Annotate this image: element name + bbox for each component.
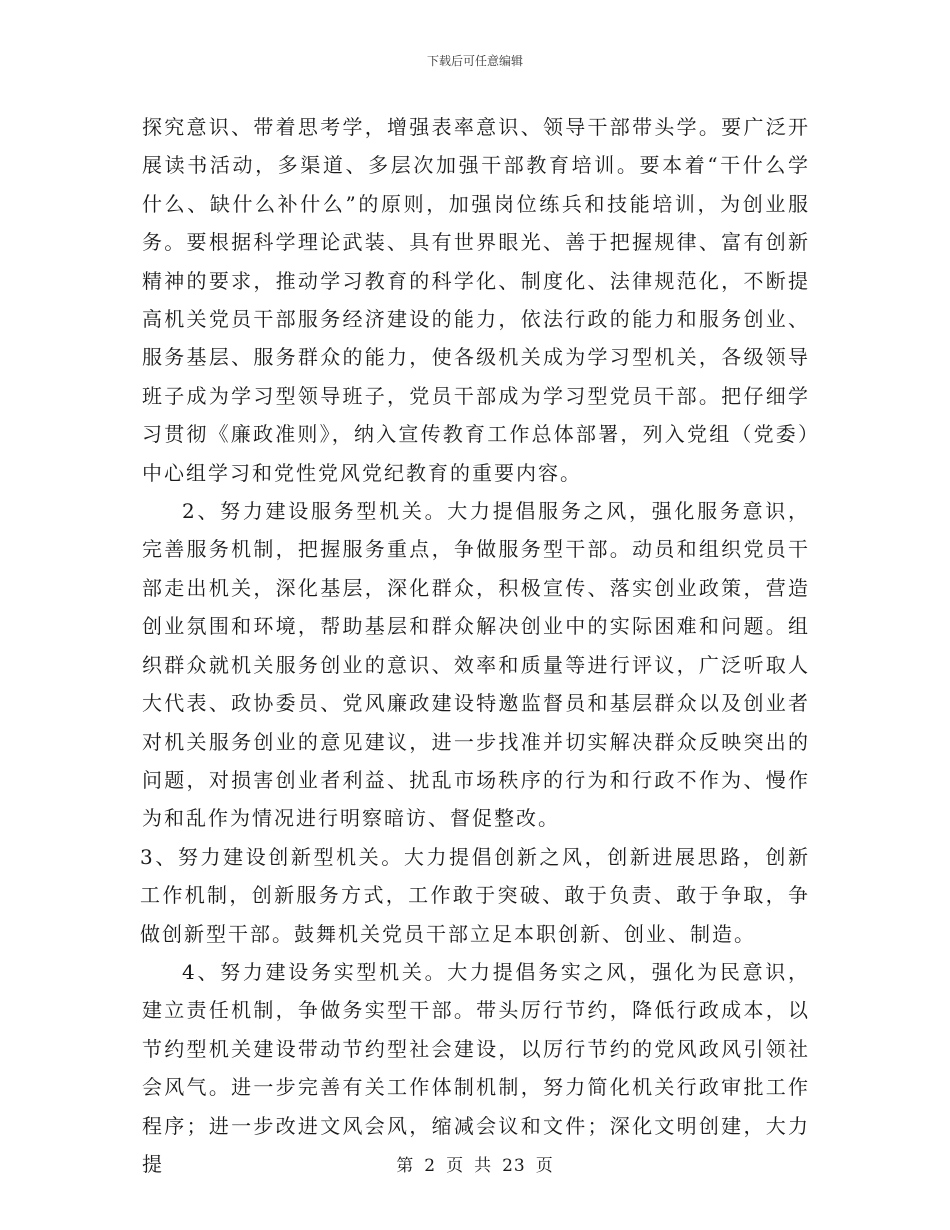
- paragraph-3: 3、努力建设创新型机关。大力提倡创新之风，创新进展思路，创新工作机制，创新服务方式，工作敢于突破、敢于负责、敢于争取，争做创新型干部。鼓舞机关党员干部立足本职创新、创业、制造。: [140, 844, 810, 946]
- page-footer: [0, 1155, 950, 1177]
- footer-current-page: 2: [424, 1156, 437, 1176]
- page-header: 下载后可任意编辑: [426, 54, 523, 68]
- footer-suffix: 页: [535, 1156, 554, 1176]
- paragraph-2: 2、努力建设服务型机关。大力提倡服务之风，强化服务意识，完善服务机制，把握服务重点，争做服务型干部。动员和组织党员干部走出机关，深化基层，深化群众，积极宣传、落实创业政策，营造创业氛围和环境，帮助基层和群众解决创业中的实际困难和问题。组织群众就机关服务创业的意识、效率和质量等进行评议，广泛听取人大代表、政协委员、党风廉政建设特邀监督员和基层群众以及创业者对机关服务创业的意见建议，进一步找准并切实解决群众反映突出的问题，对损害创业者利益、扰乱市场秩序的行为和行政不作为、慢作为和乱作为情况进行明察暗访、督促整改。: [142, 499, 810, 831]
- paragraph-1: 探究意识、带着思考学，增强表率意识、领导干部带头学。要广泛开展读书活动，多渠道、多层次加强干部教育培训。要本着“干什么学什么、缺什么补什么”的原则，加强岗位练兵和技能培训，为创业服务。要根据科学理论武装、具有世界眼光、善于把握规律、富有创新精神的要求，推动学习教育的科学化、制度化、法律规范化，不断提高机关党员干部服务经济建设的能力，依法行政的能力和服务创业、服务基层、服务群众的能力，使各级机关成为学习型机关，各级领导班子成为学习型领导班子，党员干部成为学习型党员干部。把仔细学习贯彻《廉政准则》，纳入宣传教育工作总体部署，列入党组（党委）中心组学习和党性党风党纪教育的重要内容。: [142, 115, 810, 485]
- paragraph-4: 4、努力建设务实型机关。大力提倡务实之风，强化为民意识，建立责任机制，争做务实型干部。带头厉行节约，降低行政成本，以节约型机关建设带动节约型社会建设，以厉行节约的党风政风引领社会风气。进一步完善有关工作体制机制，努力简化机关行政审批工作程序；进一步改进文风会风，缩减会议和文件；深化文明创建，大力提: [142, 959, 810, 1176]
- footer-prefix: 第: [396, 1156, 415, 1176]
- document-body: [142, 108, 810, 1183]
- footer-page-word: 页: [446, 1156, 465, 1176]
- footer-total-word: 共: [474, 1156, 493, 1176]
- footer-total-pages: 23: [502, 1156, 526, 1176]
